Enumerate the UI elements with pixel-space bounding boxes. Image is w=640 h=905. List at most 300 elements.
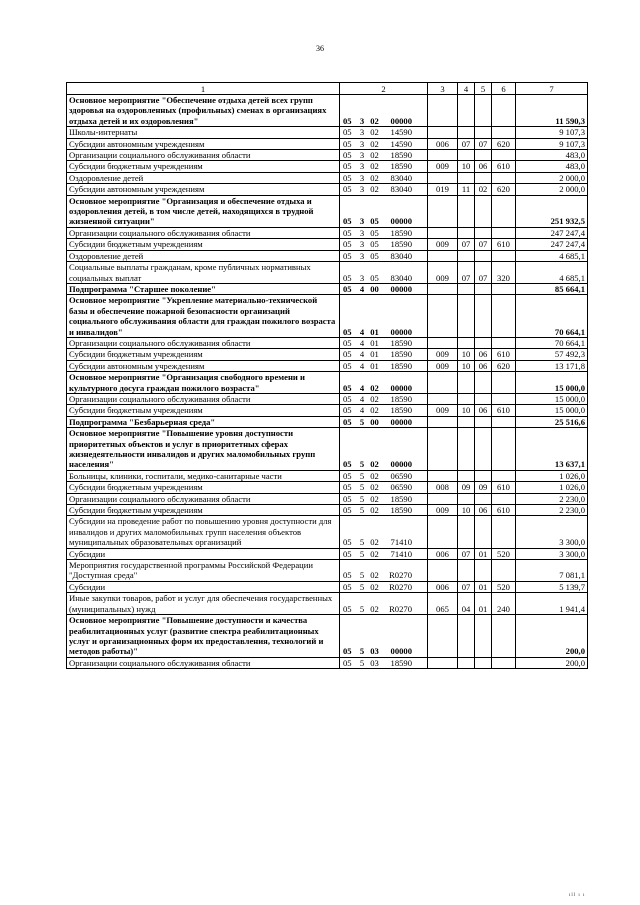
code-part: 5 <box>359 416 365 427</box>
row-col4 <box>458 516 475 548</box>
row-col6 <box>492 295 516 338</box>
code-part: 5 <box>359 646 365 657</box>
table-body <box>67 83 588 669</box>
row-code <box>340 337 428 348</box>
row-amount: 4 685,1 <box>516 250 588 261</box>
row-col4: 07 <box>458 581 475 592</box>
row-name: Больницы, клиники, госпитали, медико-санитарные части <box>67 470 340 481</box>
code-part: 71410 <box>390 537 412 548</box>
code-part: 4 <box>359 326 365 337</box>
row-amount: 247 247,4 <box>516 239 588 250</box>
row-col3 <box>428 95 458 127</box>
row-col6 <box>492 172 516 183</box>
row-name: Основное мероприятие "Повышение уровня доступности приоритетных объектов и услуг в приоритетных сферах жизнедеятельности инвалидов и других маломобильных групп населения" <box>67 428 340 471</box>
header-cell: 3 <box>428 83 458 95</box>
row-col6: 620 <box>492 360 516 371</box>
code-part: 05 <box>343 239 352 250</box>
code-part: 5 <box>359 603 365 614</box>
code-part: 4 <box>359 382 365 393</box>
code-part: 5 <box>359 657 365 668</box>
code-part: 03 <box>370 657 379 668</box>
row-name: Субсидии бюджетным учреждениям <box>67 505 340 516</box>
row-col3: 006 <box>428 581 458 592</box>
header-cell: 1 <box>67 83 340 95</box>
code-part: 5 <box>359 459 365 470</box>
code-part: 02 <box>370 161 379 172</box>
row-col5: 01 <box>475 581 492 592</box>
row-col5 <box>475 172 492 183</box>
row-code <box>340 470 428 481</box>
row-col5: 06 <box>475 349 492 360</box>
table-row <box>67 516 588 548</box>
code-part: 05 <box>343 115 352 126</box>
row-col5 <box>475 227 492 238</box>
row-col5 <box>475 393 492 404</box>
code-part: 00000 <box>390 283 412 294</box>
code-part: 05 <box>343 603 352 614</box>
code-part: 03 <box>370 646 379 657</box>
row-amount: 13 171,8 <box>516 360 588 371</box>
row-amount: 15 000,0 <box>516 393 588 404</box>
code-part: 02 <box>370 393 379 404</box>
row-name: Подпрограмма "Старшее поколение" <box>67 283 340 294</box>
row-amount: 3 300,0 <box>516 516 588 548</box>
row-name: Субсидии бюджетным учреждениям <box>67 239 340 250</box>
row-amount: 57 492,3 <box>516 349 588 360</box>
table-row <box>67 239 588 250</box>
row-name: Школы-интернаты <box>67 127 340 138</box>
code-part: 18590 <box>390 150 412 161</box>
row-col5 <box>475 127 492 138</box>
row-col6 <box>492 250 516 261</box>
row-name: Субсидии автономным учреждениям <box>67 360 340 371</box>
code-part: 18590 <box>390 493 412 504</box>
row-col4 <box>458 416 475 427</box>
code-part: 01 <box>370 360 379 371</box>
code-part: 5 <box>359 482 365 493</box>
code-part: 05 <box>343 537 352 548</box>
row-col5: 07 <box>475 138 492 149</box>
code-part: 02 <box>370 184 379 195</box>
row-amount: 85 664,1 <box>516 283 588 294</box>
row-name: Субсидии бюджетным учреждениям <box>67 482 340 493</box>
code-part: 71410 <box>390 548 412 559</box>
row-amount: 2 000,0 <box>516 172 588 183</box>
row-col3 <box>428 516 458 548</box>
row-name: Основное мероприятие "Повышение доступности и качества реабилитационных услуг (развитие спектра реабилитационных услуг и организационных форм их предоставления, технологий и методов работы)" <box>67 615 340 658</box>
row-name: Иные закупки товаров, работ и услуг для обеспечения государственных (муниципальных) нужд <box>67 593 340 615</box>
code-part: 05 <box>370 216 379 227</box>
row-col3: 019 <box>428 184 458 195</box>
code-part: 00000 <box>390 416 412 427</box>
row-col6 <box>492 470 516 481</box>
row-col4 <box>458 493 475 504</box>
row-col3 <box>428 560 458 582</box>
row-amount: 1 941,4 <box>516 593 588 615</box>
row-col3 <box>428 416 458 427</box>
row-col4 <box>458 295 475 338</box>
row-col6: 610 <box>492 161 516 172</box>
table-header-row <box>67 83 588 95</box>
row-code <box>340 393 428 404</box>
code-part: 18590 <box>390 360 412 371</box>
code-part: 83040 <box>390 272 412 283</box>
code-part: 02 <box>370 138 379 149</box>
row-col4: 07 <box>458 239 475 250</box>
row-col4: 09 <box>458 482 475 493</box>
code-part: 4 <box>359 283 365 294</box>
code-part: 83040 <box>390 250 412 261</box>
code-part: 05 <box>343 127 352 138</box>
code-part: 05 <box>343 227 352 238</box>
code-part: 05 <box>343 360 352 371</box>
row-name: Мероприятия государственной программы Российской Федерации "Доступная среда" <box>67 560 340 582</box>
code-part: 5 <box>359 505 365 516</box>
row-col4: 10 <box>458 405 475 416</box>
row-name: Оздоровление детей <box>67 250 340 261</box>
code-part: 3 <box>359 250 365 261</box>
row-amount: 1 026,0 <box>516 470 588 481</box>
table-row <box>67 615 588 658</box>
table-row <box>67 95 588 127</box>
row-col4 <box>458 560 475 582</box>
table-row <box>67 428 588 471</box>
code-part: 02 <box>370 127 379 138</box>
code-part: 5 <box>359 493 365 504</box>
row-code <box>340 416 428 427</box>
page-number: 36 <box>316 44 324 53</box>
code-part: 00000 <box>390 646 412 657</box>
table-row <box>67 470 588 481</box>
code-part: 18590 <box>390 337 412 348</box>
row-col6: 620 <box>492 138 516 149</box>
row-name: Субсидии <box>67 548 340 559</box>
code-part: 4 <box>359 337 365 348</box>
row-name: Оздоровление детей <box>67 172 340 183</box>
row-col5 <box>475 195 492 227</box>
row-name: Основное мероприятие "Обеспечение отдыха детей всех групп здоровья на оздоровленных (профильных) сменах в организациях отдыха детей и их оздоровления" <box>67 95 340 127</box>
row-col5: 07 <box>475 262 492 284</box>
row-col4 <box>458 95 475 127</box>
code-part: 02 <box>370 581 379 592</box>
row-col6 <box>492 195 516 227</box>
code-part: 18590 <box>390 505 412 516</box>
code-part: 05 <box>343 138 352 149</box>
table-row <box>67 593 588 615</box>
row-col4 <box>458 615 475 658</box>
row-col5 <box>475 295 492 338</box>
row-amount: 2 230,0 <box>516 505 588 516</box>
row-col3 <box>428 227 458 238</box>
code-part: 3 <box>359 138 365 149</box>
code-part: 02 <box>370 537 379 548</box>
table-row <box>67 657 588 668</box>
row-col6: 610 <box>492 349 516 360</box>
row-amount: 7 081,1 <box>516 560 588 582</box>
table-row <box>67 493 588 504</box>
table-row <box>67 372 588 394</box>
code-part: 3 <box>359 272 365 283</box>
row-name: Субсидии бюджетным учреждениям <box>67 405 340 416</box>
row-code <box>340 283 428 294</box>
code-part: 00000 <box>390 459 412 470</box>
row-col3 <box>428 372 458 394</box>
code-part: 00000 <box>390 382 412 393</box>
code-part: 02 <box>370 382 379 393</box>
table-row <box>67 405 588 416</box>
row-amount: 3 300,0 <box>516 548 588 559</box>
row-code <box>340 493 428 504</box>
table-row <box>67 482 588 493</box>
code-part: 4 <box>359 360 365 371</box>
row-col6: 610 <box>492 482 516 493</box>
row-col5 <box>475 560 492 582</box>
row-col3 <box>428 172 458 183</box>
row-col6 <box>492 393 516 404</box>
row-col6 <box>492 493 516 504</box>
table-row <box>67 195 588 227</box>
row-col4 <box>458 428 475 471</box>
footer-mark: ıll ı ı <box>569 893 586 898</box>
row-col3: 009 <box>428 262 458 284</box>
row-name: Субсидии бюджетным учреждениям <box>67 349 340 360</box>
row-code <box>340 95 428 127</box>
row-col4 <box>458 150 475 161</box>
header-cell: 4 <box>458 83 475 95</box>
row-name: Организации социального обслуживания области <box>67 150 340 161</box>
code-part: 5 <box>359 537 365 548</box>
row-col6: 320 <box>492 262 516 284</box>
row-amount: 70 664,1 <box>516 337 588 348</box>
row-code <box>340 227 428 238</box>
code-part: 02 <box>370 548 379 559</box>
row-col4 <box>458 393 475 404</box>
row-col5: 02 <box>475 184 492 195</box>
code-part: 02 <box>370 459 379 470</box>
row-col6: 610 <box>492 239 516 250</box>
row-code <box>340 615 428 658</box>
row-code <box>340 239 428 250</box>
code-part: 05 <box>343 272 352 283</box>
row-col4: 10 <box>458 360 475 371</box>
code-part: 05 <box>343 405 352 416</box>
code-part: 18590 <box>390 349 412 360</box>
row-col4 <box>458 337 475 348</box>
row-col3 <box>428 657 458 668</box>
code-part: 05 <box>343 470 352 481</box>
row-amount: 5 139,7 <box>516 581 588 592</box>
code-part: 02 <box>370 493 379 504</box>
table-row <box>67 560 588 582</box>
header-cell: 7 <box>516 83 588 95</box>
row-code <box>340 172 428 183</box>
row-name: Субсидии бюджетным учреждениям <box>67 161 340 172</box>
row-col6: 620 <box>492 184 516 195</box>
row-col4: 04 <box>458 593 475 615</box>
row-col3: 009 <box>428 239 458 250</box>
code-part: 14590 <box>390 138 412 149</box>
code-part: 05 <box>343 570 352 581</box>
row-col5 <box>475 250 492 261</box>
code-part: 05 <box>343 416 352 427</box>
row-col6 <box>492 337 516 348</box>
code-part: 01 <box>370 349 379 360</box>
code-part: 3 <box>359 216 365 227</box>
code-part: 4 <box>359 349 365 360</box>
row-col6: 610 <box>492 405 516 416</box>
code-part: 5 <box>359 470 365 481</box>
row-amount: 11 590,3 <box>516 95 588 127</box>
table-row <box>67 227 588 238</box>
row-col4: 07 <box>458 548 475 559</box>
code-part: 05 <box>370 227 379 238</box>
row-name: Субсидии автономным учреждениям <box>67 184 340 195</box>
row-col5 <box>475 337 492 348</box>
table-row <box>67 416 588 427</box>
table-row <box>67 161 588 172</box>
code-part: 18590 <box>390 405 412 416</box>
code-part: 02 <box>370 603 379 614</box>
row-amount: 70 664,1 <box>516 295 588 338</box>
row-col5: 01 <box>475 593 492 615</box>
code-part: 05 <box>343 548 352 559</box>
code-part: 3 <box>359 161 365 172</box>
code-part: 4 <box>359 405 365 416</box>
row-code <box>340 184 428 195</box>
code-part: 02 <box>370 470 379 481</box>
row-col6: 520 <box>492 548 516 559</box>
header-cell: 2 <box>340 83 428 95</box>
code-part: 05 <box>343 482 352 493</box>
row-col5 <box>475 95 492 127</box>
row-col6 <box>492 560 516 582</box>
row-col5: 06 <box>475 505 492 516</box>
row-code <box>340 262 428 284</box>
row-col5: 06 <box>475 360 492 371</box>
row-code <box>340 150 428 161</box>
code-part: 05 <box>343 184 352 195</box>
code-part: 3 <box>359 127 365 138</box>
row-col6 <box>492 127 516 138</box>
row-amount: 483,0 <box>516 161 588 172</box>
row-col3 <box>428 393 458 404</box>
code-part: 05 <box>343 393 352 404</box>
row-code <box>340 349 428 360</box>
table-row <box>67 581 588 592</box>
row-name: Основное мероприятие "Организация свободного времени и культурного досуга граждан пожилого возраста" <box>67 372 340 394</box>
row-amount: 15 000,0 <box>516 372 588 394</box>
code-part: 5 <box>359 570 365 581</box>
code-part: 3 <box>359 115 365 126</box>
row-code <box>340 482 428 493</box>
row-col4: 07 <box>458 262 475 284</box>
row-amount: 483,0 <box>516 150 588 161</box>
row-col3 <box>428 150 458 161</box>
row-amount: 1 026,0 <box>516 482 588 493</box>
row-amount: 4 685,1 <box>516 262 588 284</box>
row-amount: 2 230,0 <box>516 493 588 504</box>
row-name: Социальные выплаты гражданам, кроме публичных нормативных социальных выплат <box>67 262 340 284</box>
row-col4 <box>458 195 475 227</box>
row-col6: 610 <box>492 505 516 516</box>
row-col6: 240 <box>492 593 516 615</box>
row-col3: 009 <box>428 360 458 371</box>
row-col4 <box>458 372 475 394</box>
row-amount: 247 247,4 <box>516 227 588 238</box>
row-col3 <box>428 337 458 348</box>
header-cell: 6 <box>492 83 516 95</box>
code-part: 05 <box>343 172 352 183</box>
code-part: 02 <box>370 405 379 416</box>
row-col4 <box>458 470 475 481</box>
row-col3: 008 <box>428 482 458 493</box>
row-name: Подпрограмма "Безбарьерная среда" <box>67 416 340 427</box>
row-col3: 009 <box>428 161 458 172</box>
row-name: Субсидии <box>67 581 340 592</box>
row-name: Субсидии автономным учреждениям <box>67 138 340 149</box>
code-part: 00000 <box>390 216 412 227</box>
row-amount: 2 000,0 <box>516 184 588 195</box>
row-col5: 07 <box>475 239 492 250</box>
row-code <box>340 505 428 516</box>
row-col4 <box>458 172 475 183</box>
code-part: 83040 <box>390 172 412 183</box>
row-name: Субсидии на проведение работ по повышению уровня доступности для инвалидов и других маломобильных групп населения объектов муниципальных образовательных организаций <box>67 516 340 548</box>
code-part: R0270 <box>389 581 412 592</box>
row-col6 <box>492 95 516 127</box>
row-name: Основное мероприятие "Организация и обеспечение отдыха и оздоровления детей, в том числе детей, находящихся в трудной жизненной ситуации" <box>67 195 340 227</box>
row-code <box>340 581 428 592</box>
table-row <box>67 337 588 348</box>
row-col4: 11 <box>458 184 475 195</box>
row-amount: 9 107,3 <box>516 127 588 138</box>
row-col5: 01 <box>475 548 492 559</box>
row-col5 <box>475 615 492 658</box>
code-part: 02 <box>370 172 379 183</box>
row-col5: 06 <box>475 161 492 172</box>
row-col5 <box>475 516 492 548</box>
row-col5 <box>475 428 492 471</box>
row-amount: 9 107,3 <box>516 138 588 149</box>
code-part: 02 <box>370 570 379 581</box>
row-code <box>340 127 428 138</box>
table-row <box>67 184 588 195</box>
row-code <box>340 657 428 668</box>
code-part: 05 <box>370 272 379 283</box>
row-code <box>340 195 428 227</box>
code-part: 00 <box>370 416 379 427</box>
row-col5 <box>475 283 492 294</box>
code-part: 05 <box>370 239 379 250</box>
code-part: 05 <box>343 382 352 393</box>
row-name: Организации социального обслуживания области <box>67 337 340 348</box>
table-row <box>67 505 588 516</box>
row-col4 <box>458 283 475 294</box>
row-col6: 520 <box>492 581 516 592</box>
row-col3: 006 <box>428 548 458 559</box>
table-row <box>67 262 588 284</box>
row-col4 <box>458 127 475 138</box>
row-col4: 07 <box>458 138 475 149</box>
table-row <box>67 360 588 371</box>
row-col5: 06 <box>475 405 492 416</box>
table-row <box>67 127 588 138</box>
table-row <box>67 349 588 360</box>
row-code <box>340 405 428 416</box>
row-col3 <box>428 493 458 504</box>
code-part: 14590 <box>390 127 412 138</box>
code-part: 05 <box>343 283 352 294</box>
